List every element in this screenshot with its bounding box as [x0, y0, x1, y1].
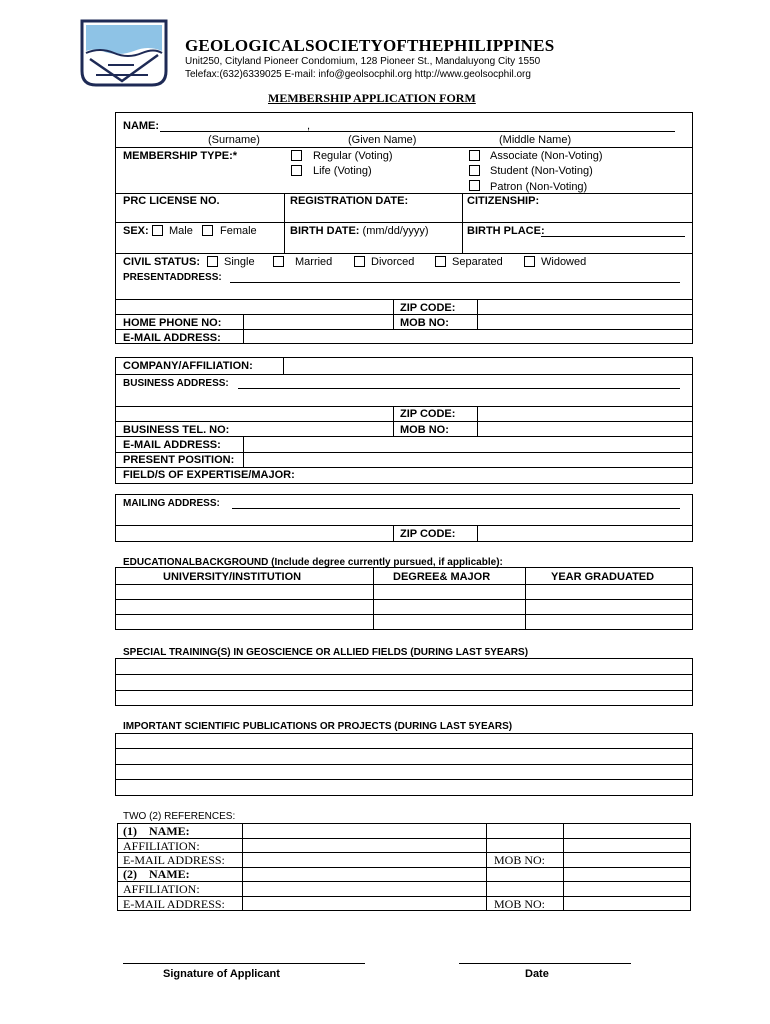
company-label: COMPANY/AFFILIATION: [123, 360, 253, 372]
website-link[interactable]: http://www.geolsocphil.org [414, 69, 531, 80]
divider [115, 779, 693, 780]
divider [115, 674, 693, 675]
mailing-address-label: MAILING ADDRESS: [123, 498, 220, 509]
expertise-label: FIELD/S OF EXPERTISE/MAJOR: [123, 469, 295, 481]
col-degree: DEGREE& MAJOR [393, 571, 491, 583]
ref2-mob-label: MOB NO: [494, 897, 546, 911]
checkbox-single[interactable] [207, 256, 218, 267]
divider [117, 881, 691, 882]
signature-label: Signature of Applicant [163, 968, 280, 980]
training-table[interactable] [115, 658, 693, 706]
divider [242, 823, 243, 911]
checkbox-male[interactable] [152, 225, 163, 236]
birth-date-label-text: BIRTH DATE: [290, 225, 360, 237]
email-link[interactable]: info@geolsocphil.org [318, 69, 412, 80]
citizenship-label: CITIZENSHIP: [467, 195, 540, 207]
divider [115, 147, 693, 148]
surname-caption: (Surname) [208, 134, 260, 146]
contact-prefix: Telefax:(632)6339025 E-mail: [185, 69, 316, 80]
divider [115, 584, 693, 585]
option-separated: Separated [452, 256, 503, 268]
option-male: Male [169, 225, 193, 237]
option-single: Single [224, 256, 255, 268]
option-divorced: Divorced [371, 256, 415, 268]
divider [115, 193, 693, 194]
middle-name-caption: (Middle Name) [499, 134, 572, 146]
option-student: Student (Non-Voting) [490, 165, 593, 177]
divider [393, 406, 394, 436]
name-label: NAME: [123, 120, 160, 132]
divider [563, 823, 564, 911]
training-heading: SPECIAL TRAINING(S) IN GEOSCIENCE OR ALLIED FIELDS (DURING LAST 5YEARS) [123, 647, 529, 658]
business-tel-label: BUSINESS TEL. NO: [123, 424, 230, 436]
divider [373, 567, 374, 630]
divider [115, 374, 693, 375]
divider [115, 467, 693, 468]
ref2-name-label: (2) NAME: [123, 867, 190, 881]
ref1-email-label: E-MAIL ADDRESS: [123, 853, 225, 867]
society-logo [78, 15, 170, 90]
divider [283, 357, 284, 374]
divider [115, 253, 693, 254]
checkbox-separated[interactable] [435, 256, 446, 267]
divider [115, 599, 693, 600]
divider [462, 193, 463, 253]
mailing-zip-label: ZIP CODE: [400, 528, 456, 540]
divider [393, 525, 394, 542]
divider [115, 614, 693, 615]
divider [284, 193, 285, 253]
form-title: MEMBERSHIP APPLICATION FORM [268, 91, 476, 105]
checkbox-student[interactable] [469, 165, 480, 176]
option-widowed: Widowed [541, 256, 587, 268]
divider [486, 823, 487, 911]
civil-status-label: CIVIL STATUS: [123, 256, 200, 268]
ref1-mob-label: MOB NO: [494, 853, 546, 867]
divider [115, 222, 693, 223]
divider [115, 421, 693, 422]
name-field[interactable] [160, 131, 675, 132]
divider [393, 299, 394, 329]
divider [525, 567, 526, 630]
checkbox-married[interactable] [273, 256, 284, 267]
divider [477, 299, 478, 329]
option-female: Female [220, 225, 257, 237]
email-address-label: E-MAIL ADDRESS: [123, 332, 221, 344]
present-address-label: PRESENTADDRESS: [123, 272, 222, 283]
business-address-field[interactable] [238, 388, 680, 389]
ref1-affiliation-label: AFFILIATION: [123, 839, 200, 853]
business-email-label: E-MAIL ADDRESS: [123, 439, 221, 451]
business-mob-label: MOB NO: [400, 424, 449, 436]
education-heading: EDUCATIONALBACKGROUND (Include degree currently pursued, if applicable): [123, 557, 503, 568]
option-regular: Regular (Voting) [313, 150, 393, 162]
divider [115, 452, 693, 453]
divider [115, 764, 693, 765]
birth-place-label: BIRTH PLACE: [467, 225, 545, 237]
business-zip-label: ZIP CODE: [400, 408, 456, 420]
present-position-label: PRESENT POSITION: [123, 454, 235, 466]
org-contact [185, 68, 531, 81]
divider [117, 838, 691, 839]
birth-date-format: (mm/dd/yyyy) [362, 225, 429, 237]
business-address-label: BUSINESS ADDRESS: [123, 378, 229, 389]
col-university: UNIVERSITY/INSTITUTION [163, 571, 302, 583]
mailing-address-field[interactable] [232, 508, 680, 509]
date-line[interactable] [459, 963, 631, 964]
birth-date-label [290, 225, 429, 238]
mob-no-label: MOB NO: [400, 317, 449, 329]
signature-line[interactable] [123, 963, 365, 964]
checkbox-life[interactable] [291, 165, 302, 176]
option-life: Life (Voting) [313, 165, 372, 177]
prc-license-label: PRC LICENSE NO. [123, 195, 220, 207]
divider [477, 525, 478, 542]
org-name: GEOLOGICALSOCIETYOFTHEPHILIPPINES [185, 36, 555, 55]
divider [115, 299, 693, 300]
option-patron: Patron (Non-Voting) [490, 181, 588, 193]
checkbox-divorced[interactable] [354, 256, 365, 267]
given-name-caption: (Given Name) [348, 134, 417, 146]
ref1-name-label: (1) NAME: [123, 824, 190, 838]
zip-code-label: ZIP CODE: [400, 302, 456, 314]
divider [115, 406, 693, 407]
divider [243, 436, 244, 467]
checkbox-widowed[interactable] [524, 256, 535, 267]
org-address: Unit250, Cityland Pioneer Condomium, 128 Pioneer St., Mandaluyong City 1550 [185, 56, 541, 67]
checkbox-female[interactable] [202, 225, 213, 236]
checkbox-patron[interactable] [469, 180, 480, 191]
checkbox-associate[interactable] [469, 150, 480, 161]
sex-label: SEX: [123, 225, 149, 237]
birth-place-field[interactable] [541, 236, 685, 237]
membership-type-label: MEMBERSHIP TYPE:* [123, 150, 238, 162]
divider [115, 525, 693, 526]
divider [115, 748, 693, 749]
ref2-email-label: E-MAIL ADDRESS: [123, 897, 225, 911]
divider [117, 867, 691, 868]
references-heading: TWO (2) REFERENCES: [123, 811, 236, 822]
divider [477, 406, 478, 436]
checkbox-regular[interactable] [291, 150, 302, 161]
registration-date-label: REGISTRATION DATE: [290, 195, 409, 207]
present-address-field[interactable] [230, 282, 680, 283]
home-phone-label: HOME PHONE NO: [123, 317, 222, 329]
divider [115, 690, 693, 691]
option-associate: Associate (Non-Voting) [490, 150, 603, 162]
divider [243, 314, 244, 344]
ref2-affiliation-label: AFFILIATION: [123, 882, 200, 896]
publications-heading: IMPORTANT SCIENTIFIC PUBLICATIONS OR PROJECTS (DURING LAST 5YEARS) [123, 721, 513, 732]
col-year: YEAR GRADUATED [551, 571, 655, 583]
date-label: Date [525, 968, 549, 980]
name-comma: , [307, 120, 311, 132]
option-married: Married [295, 256, 333, 268]
